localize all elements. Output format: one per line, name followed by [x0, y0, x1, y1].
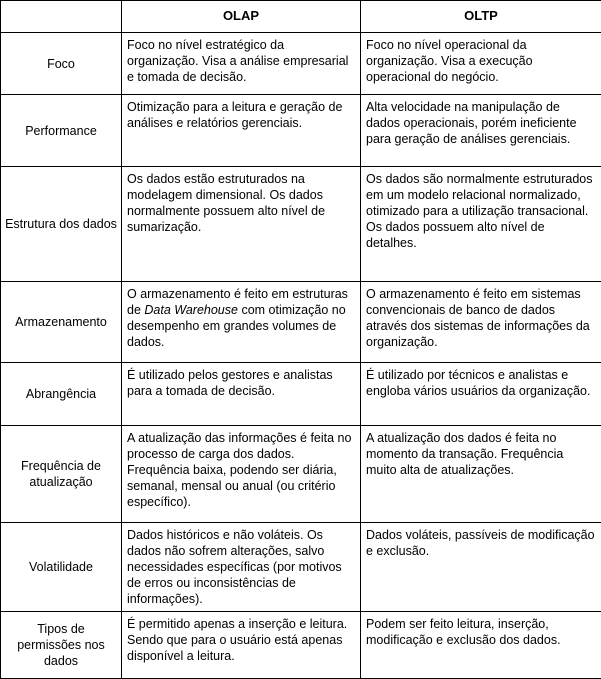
olap-text-em: Data Warehouse	[144, 303, 238, 318]
row-label: Armazenamento	[1, 282, 122, 363]
row-label: Estrutura dos dados	[1, 167, 122, 282]
table-row	[1, 282, 601, 363]
oltp-cell: Dados voláteis, passíveis de modificação e exclusão.	[361, 523, 601, 612]
olap-cell	[122, 282, 361, 363]
oltp-cell: Foco no nível operacional da organização. Visa a execução operacional do negócio.	[361, 32, 601, 95]
header-row	[1, 1, 601, 33]
oltp-cell: Podem ser feito leitura, inserção, modificação e exclusão dos dados.	[361, 612, 601, 679]
oltp-cell: Os dados são normalmente estruturados em um modelo relacional normalizado, otimizado para a utilização transacional. Os dados possuem alto nível de detalhes.	[361, 167, 601, 282]
oltp-cell: O armazenamento é feito em sistemas convencionais de banco de dados através dos sistemas de informações da organização.	[361, 282, 601, 363]
oltp-cell: A atualização dos dados é feita no momento da transação. Frequência muito alta de atualizações.	[361, 425, 601, 522]
table-row	[1, 32, 601, 95]
table-row	[1, 523, 601, 612]
olap-cell: Dados históricos e não voláteis. Os dados não sofrem alterações, salvo necessidades específicas (por motivos de erros ou inconsistências de informações).	[122, 523, 361, 612]
table-row	[1, 612, 601, 679]
oltp-cell: Alta velocidade na manipulação de dados operacionais, porém ineficiente para geração de análises gerenciais.	[361, 95, 601, 167]
table-row	[1, 167, 601, 282]
header-oltp: OLTP	[361, 1, 601, 33]
row-label: Tipos de permissões nos dados	[1, 612, 122, 679]
table-row	[1, 363, 601, 426]
header-olap: OLAP	[122, 1, 361, 33]
olap-cell: É utilizado pelos gestores e analistas para a tomada de decisão.	[122, 363, 361, 426]
olap-text-pre: O armazenamento é feito em estruturas de	[127, 287, 348, 318]
table-row	[1, 425, 601, 522]
olap-cell: Os dados estão estruturados na modelagem dimensional. Os dados normalmente possuem alto nível de sumarização.	[122, 167, 361, 282]
row-label: Performance	[1, 95, 122, 167]
olap-cell: É permitido apenas a inserção e leitura. Sendo que para o usuário está apenas disponível a leitura.	[122, 612, 361, 679]
table-row	[1, 95, 601, 167]
olap-cell: Foco no nível estratégico da organização. Visa a análise empresarial e tomada de decisão.	[122, 32, 361, 95]
row-label: Frequência de atualização	[1, 425, 122, 522]
olap-cell: A atualização das informações é feita no processo de carga dos dados. Frequência baixa, podendo ser diária, semanal, mensal ou anual (ou critério específico).	[122, 425, 361, 522]
corner-cell	[1, 1, 122, 33]
row-label: Foco	[1, 32, 122, 95]
row-label: Volatilidade	[1, 523, 122, 612]
oltp-cell: É utilizado por técnicos e analistas e engloba vários usuários da organização.	[361, 363, 601, 426]
row-label: Abrangência	[1, 363, 122, 426]
olap-cell: Otimização para a leitura e geração de análises e relatórios gerenciais.	[122, 95, 361, 167]
olap-text-post: com otimização no desempenho em grandes volumes de dados.	[127, 303, 346, 350]
